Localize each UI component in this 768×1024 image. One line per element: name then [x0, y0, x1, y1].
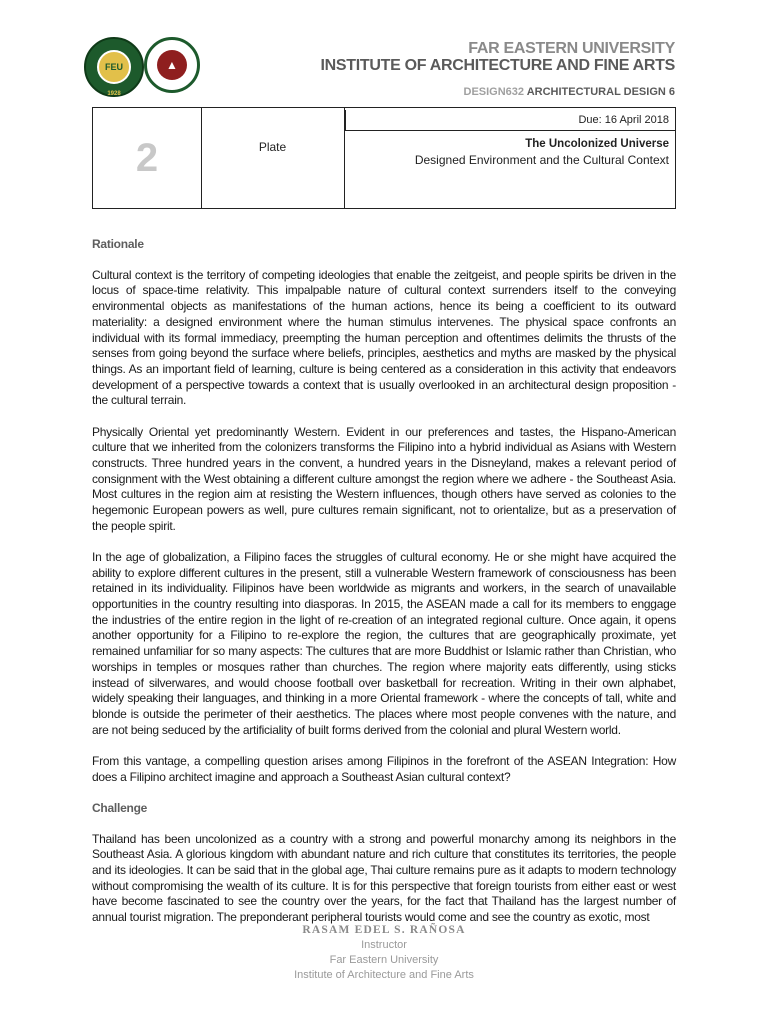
- due-date: Due: 16 April 2018: [345, 110, 675, 131]
- plate-title: The Uncolonized Universe: [525, 138, 669, 150]
- course-title: ARCHITECTURAL DESIGN 6: [526, 86, 675, 98]
- footer-institute: Institute of Architecture and Fine Arts: [294, 969, 474, 981]
- page-footer: [0, 923, 768, 983]
- rationale-paragraph-2: Physically Oriental yet predominantly Western. Evident in our preferences and tastes, the Hispano-American culture that we inherited from the colonizers transforms the Filipino into a hybrid individual as Asians with Western constructs. Three hundred years in the convent, a hundred years in the Disneyland, makes a relevant period of consignment with the West obtaining a different culture amongst the region where we adhere - the Southeast Asia. Most cultures in the region aim at resisting the Western influences, though others have served as colonies to the hegemonic European powers as well, pure cultures remain significant, not to orientalize, but as a preservation of the people spirit.: [92, 424, 676, 533]
- iarfa-seal-center: [157, 50, 187, 80]
- feu-seal-center: [97, 50, 131, 84]
- plate-subtitle: Designed Environment and the Cultural Context: [414, 153, 669, 167]
- iarfa-seal-logo: [144, 37, 200, 93]
- plate-number: 2: [93, 108, 202, 208]
- plate-titles: [345, 136, 669, 168]
- plate-label: [201, 108, 345, 208]
- plate-label-text: Plate: [258, 140, 287, 154]
- rationale-paragraph-3: In the age of globalization, a Filipino faces the struggles of cultural economy. He or she might have acquired the ability to explore different cultures in the present, still a vulnerable Western framework of consciousness has been retained in its individuality. Filipinos have been worldwide as migrants and workers, in the search of unavailable opportunities in the country resulting into diasporas. In 2015, the ASEAN made a call for its members to enggage the industries of the entire region in the light of re-creation of an integrated regional culture. Once again, it opens another opportunity for a Filipino to re-explore the region, the cultures that are geographically proximate, yet remained unfamiliar for so many aspects: The cultures that are more Buddhist or Islamic rather than Christian, who worships in temples or mosques rather than churches. The region where majority eats differently, using sticks instead of silverwares, and would choose football over basketball for recreation. Writing in their own alphabet, widely speaking their languages, and thinking in a more Oriental framework - where the concepts of tall, white and blonde is outside the perimeter of their aesthetics. The places where most people convenes with the nature, and are not being seduced by the artificiality of built forms derived from the colonial and plural Western world.: [92, 549, 676, 737]
- feu-seal-text: FEU: [105, 62, 123, 72]
- instructor-role: Instructor: [361, 939, 407, 951]
- course-line: [464, 86, 676, 98]
- plate-info-box: [92, 107, 676, 209]
- rationale-heading: Rationale: [92, 237, 144, 251]
- feu-seal-logo: [84, 37, 144, 97]
- institute-name: INSTITUTE OF ARCHITECTURE AND FINE ARTS: [320, 57, 675, 74]
- university-name: FAR EASTERN UNIVERSITY: [468, 40, 675, 57]
- challenge-paragraph-1: Thailand has been uncolonized as a country with a strong and powerful monarchy among its neighbors in the Southeast Asia. A glorious kingdom with abundant nature and rich culture that constitutes its territories, the people and its ideologies. It can be said that in the global age, Thai culture remains pure as it adapts to modern technology without compromising the wealth of its culture. It is for this perspective that foreign tourists from either east or west have become fascinated to see the country over the years, for the fact that Thailand has the largest number of annual tourist migration. The preponderant peripheral tourists would come and see the country as exotic, most: [92, 831, 676, 925]
- instructor-name: RASAM EDEL S. RAÑOSA: [302, 924, 466, 936]
- rationale-paragraph-4: From this vantage, a compelling question arises among Filipinos in the forefront of the ASEAN Integration: How does a Filipino architect imagine and approach a Southeast Asian cultural context?: [92, 753, 676, 784]
- course-code: DESIGN632: [463, 86, 525, 98]
- document-body: [92, 237, 676, 941]
- feu-seal-year: 1928: [107, 91, 121, 97]
- iarfa-seal-emblem-icon: ▲: [166, 58, 178, 72]
- footer-university: Far Eastern University: [329, 954, 439, 966]
- challenge-heading: Challenge: [92, 800, 148, 815]
- rationale-paragraph-1: Cultural context is the territory of competing ideologies that enable the zeitgeist, and people spirits be driven in the locus of space-time relativity. This impalpable nature of cultural context surrenders itself to the conveying environmental objects as manifestations of the human actions, hence its being a coefficient to its outward materiality: a designed environment where the human stimulus intervenes. The physical space confronts an individual with its formal immediacy, preempting the human perception and oftentimes delimits the thrusts of the senses from going beyond the surface where beliefs, principles, aesthetics and myths are masked by the physical things. As an important field of learning, culture is being centered as a consideration in this activity that endeavors development of a perspective towards a context that is usually overlooked in an architectural design proposition - the cultural terrain.: [92, 267, 676, 408]
